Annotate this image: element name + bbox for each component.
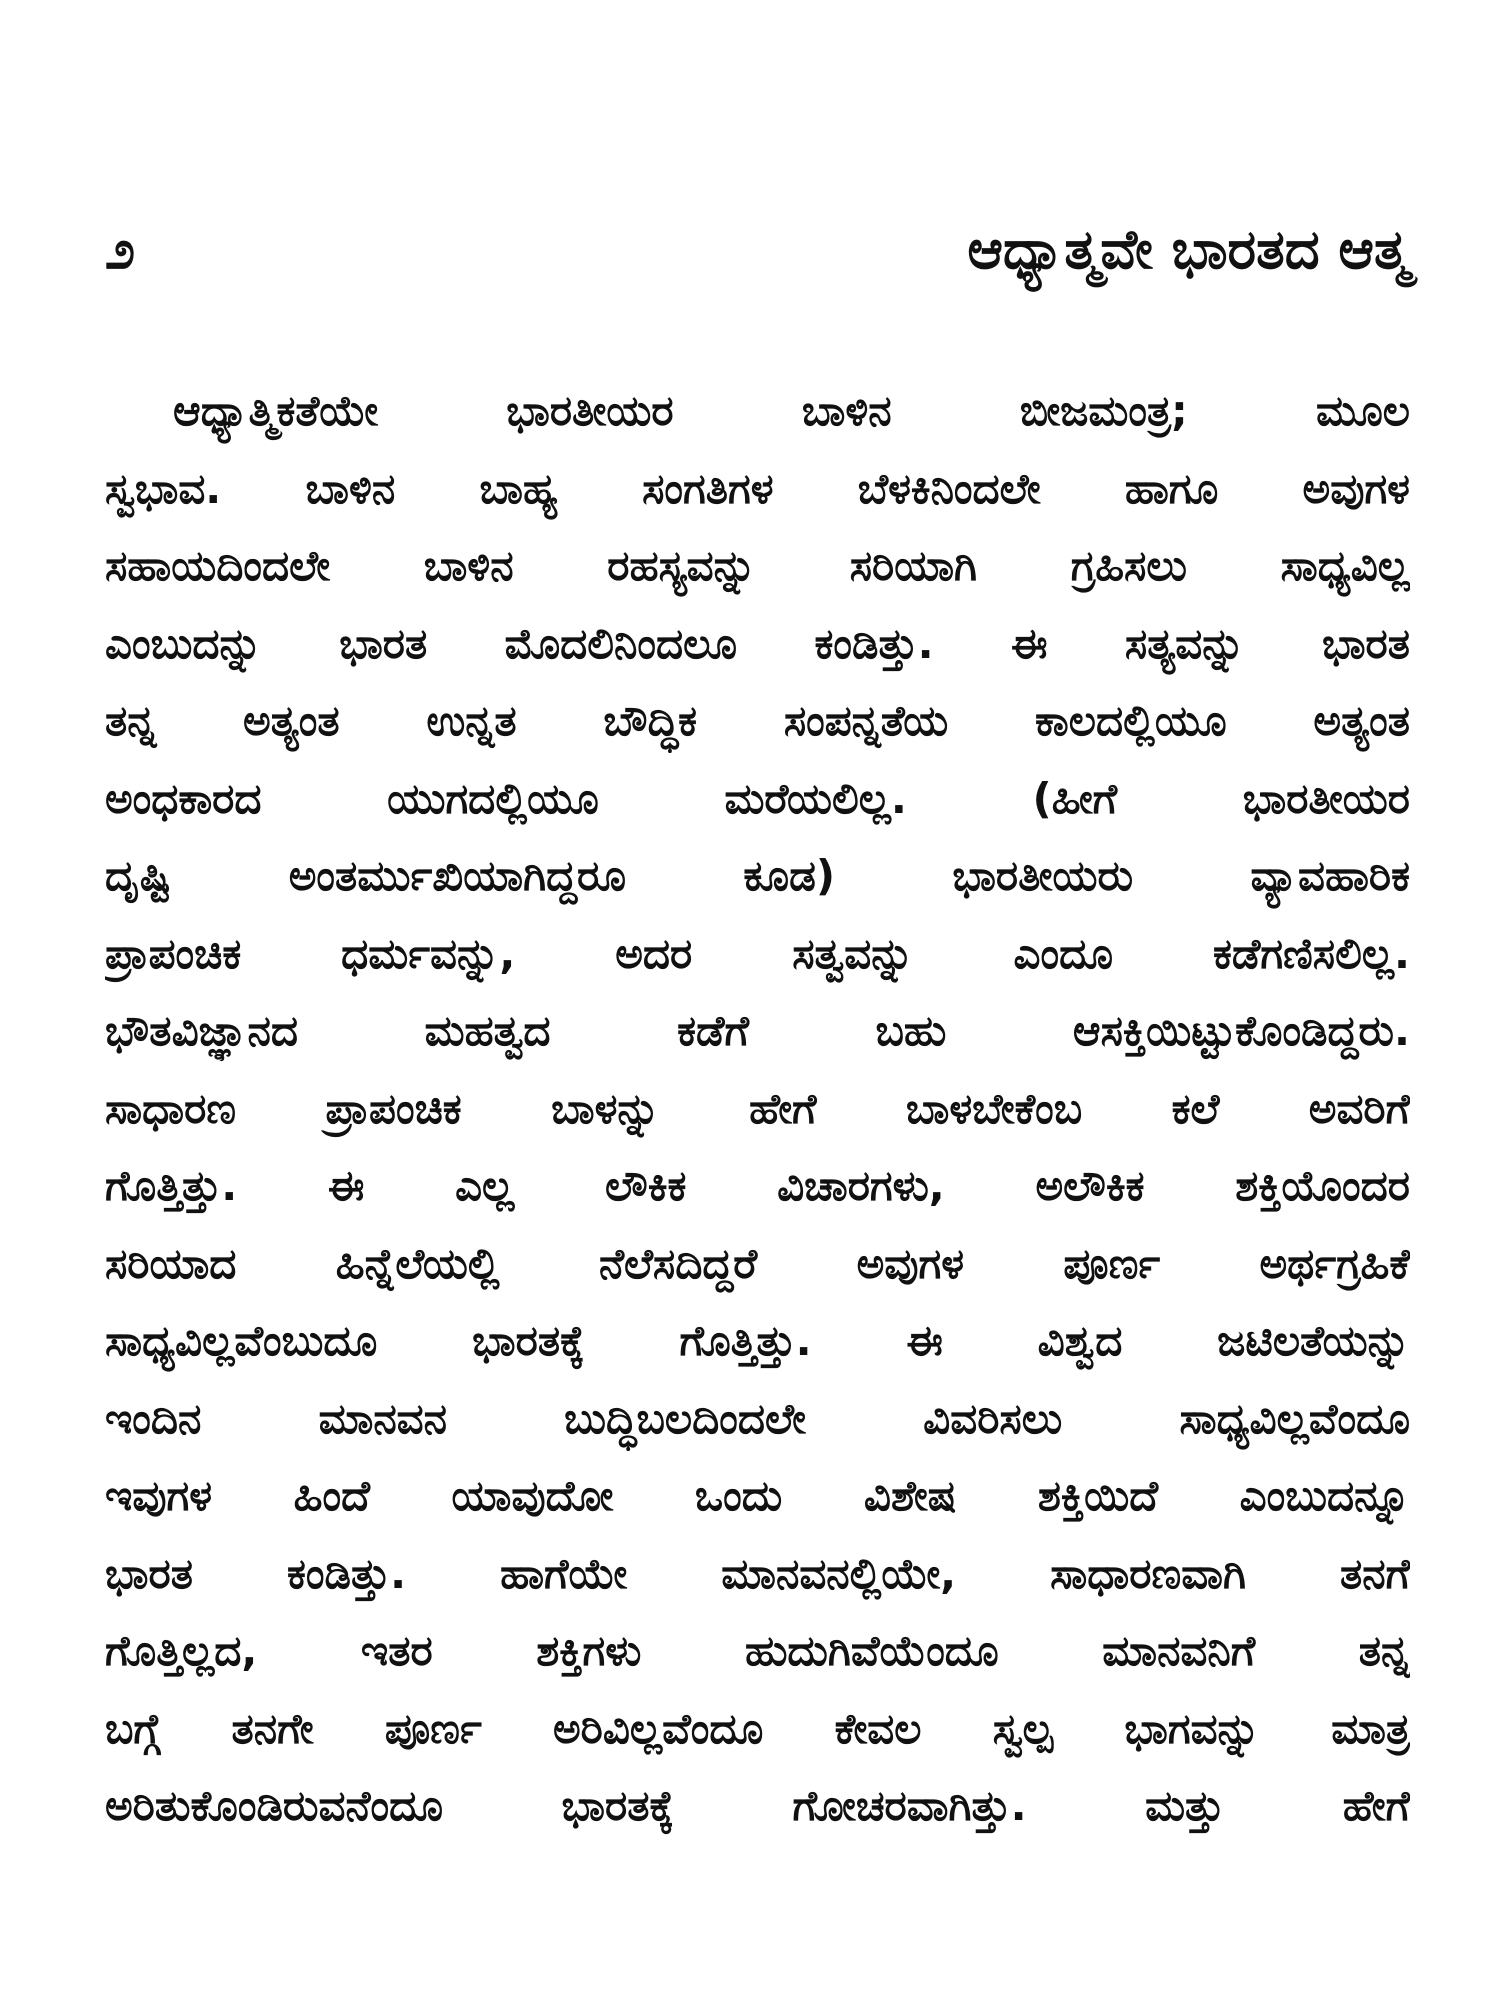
text-line: ಅರಿತುಕೊಂಡಿರುವನೆಂದೂ ಭಾರತಕ್ಕೆ ಗೋಚರವಾಗಿತ್ತು. ಮತ್ತು ಹೇಗೆ [105,1781,1410,1830]
text-line: ಸ್ವಭಾವ. ಬಾಳಿನ ಬಾಹ್ಯ ಸಂಗತಿಗಳ ಬೆಳಕಿನಿಂದಲೇ ಹಾಗೂ ಅವುಗಳ [105,463,1410,513]
text-line: ದೃಷ್ಟಿ ಅಂತರ್ಮುಖಿಯಾಗಿದ್ದರೂ ಕೂಡ) ಭಾರತೀಯರು ವ್ಯಾವಹಾರಿಕ [105,851,1410,900]
text-line: ಇಂದಿನ ಮಾನವನ ಬುದ್ಧಿಬಲದಿಂದಲೇ ವಿವರಿಸಲು ಸಾಧ್ಯವಿಲ್ಲವೆಂದೂ [105,1393,1410,1443]
text-line: ಎಂಬುದನ್ನು ಭಾರತ ಮೊದಲಿನಿಂದಲೂ ಕಂಡಿತ್ತು. ಈ ಸತ್ಯವನ್ನು ಭಾರತ [105,618,1410,668]
text-line: ಗೊತ್ತಿತ್ತು. ಈ ಎಲ್ಲ ಲೌಕಿಕ ವಿಚಾರಗಳು, ಅಲೌಕಿಕ ಶಕ್ತಿಯೊಂದರ [105,1161,1410,1210]
chapter-title: ಆಧ್ಯಾತ್ಮವೇ ಭಾರತದ ಆತ್ಮ [967,218,1410,281]
text-line: ಪ್ರಾಪಂಚಿಕ ಧರ್ಮವನ್ನು, ಅದರ ಸತ್ವವನ್ನು ಎಂದೂ ಕಡೆಗಣಿಸಲಿಲ್ಲ. [105,928,1410,978]
page-number: ೨ [105,218,136,281]
page-header [105,205,1410,295]
text-line: ಭೌತವಿಜ್ಞಾನದ ಮಹತ್ವದ ಕಡೆಗೆ ಬಹು ಆಸಕ್ತಿಯಿಟ್ಟುಕೊಂಡಿದ್ದರು. [105,1006,1410,1055]
text-line: ಸಾಧ್ಯವಿಲ್ಲವೆಂಬುದೂ ಭಾರತಕ್ಕೆ ಗೊತ್ತಿತ್ತು. ಈ ವಿಶ್ವದ ಜಟಿಲತೆಯನ್ನು [105,1316,1410,1365]
text-line: ಆಧ್ಯಾತ್ಮಿಕತೆಯೇ ಭಾರತೀಯರ ಬಾಳಿನ ಬೀಜಮಂತ್ರ; ಮೂಲ [173,386,1410,435]
text-line: ಭಾರತ ಕಂಡಿತ್ತು. ಹಾಗೆಯೇ ಮಾನವನಲ್ಲಿಯೇ, ಸಾಧಾರಣವಾಗಿ ತನಗೆ [105,1548,1410,1598]
text-line: ಸರಿಯಾದ ಹಿನ್ನೆಲೆಯಲ್ಲಿ ನೆಲೆಸದಿದ್ದರೆ ಅವುಗಳ ಪೂರ್ಣ ಅರ್ಥಗ್ರಹಿಕೆ [105,1238,1410,1288]
text-line: ತನ್ನ ಅತ್ಯಂತ ಉನ್ನತ ಬೌದ್ಧಿಕ ಸಂಪನ್ನತೆಯ ಕಾಲದಲ್ಲಿಯೂ ಅತ್ಯಂತ [105,696,1410,745]
text-line: ಅಂಧಕಾರದ ಯುಗದಲ್ಲಿಯೂ ಮರೆಯಲಿಲ್ಲ. (ಹೀಗೆ ಭಾರತೀಯರ [105,773,1410,823]
text-line: ಇವುಗಳ ಹಿಂದೆ ಯಾವುದೋ ಒಂದು ವಿಶೇಷ ಶಕ್ತಿಯಿದೆ ಎಂಬುದನ್ನೂ [105,1471,1410,1520]
text-line: ಬಗ್ಗೆ ತನಗೇ ಪೂರ್ಣ ಅರಿವಿಲ್ಲವೆಂದೂ ಕೇವಲ ಸ್ವಲ್ಪ ಭಾಗವನ್ನು ಮಾತ್ರ [105,1703,1410,1753]
text-line: ಗೊತ್ತಿಲ್ಲದ, ಇತರ ಶಕ್ತಿಗಳು ಹುದುಗಿವೆಯೆಂದೂ ಮಾನವನಿಗೆ ತನ್ನ [105,1626,1410,1675]
text-line: ಸಹಾಯದಿಂದಲೇ ಬಾಳಿನ ರಹಸ್ಯವನ್ನು ಸರಿಯಾಗಿ ಗ್ರಹಿಸಲು ಸಾಧ್ಯವಿಲ್ಲ [105,541,1410,590]
text-line: ಸಾಧಾರಣ ಪ್ರಾಪಂಚಿಕ ಬಾಳನ್ನು ಹೇಗೆ ಬಾಳಬೇಕೆಂಬ ಕಲೆ ಅವರಿಗೆ [105,1083,1410,1133]
body-text [105,372,1410,1845]
